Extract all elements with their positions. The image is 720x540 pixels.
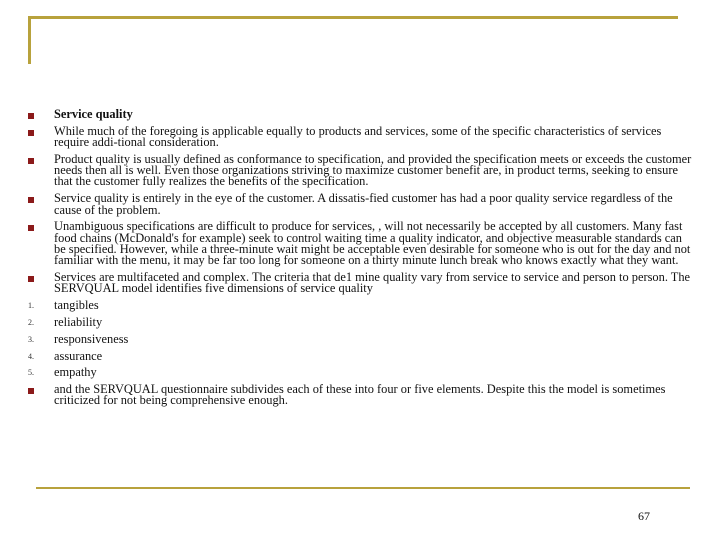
item-text: tangibles [54, 298, 99, 313]
square-bullet-icon [28, 197, 34, 203]
item-number: 5. [28, 368, 34, 378]
numbered-item [28, 331, 692, 346]
square-bullet-icon [28, 158, 34, 164]
frame-left-line [28, 16, 31, 64]
numbered-item [28, 367, 692, 378]
item-text: and the SERVQUAL questionnaire subdivides each of these into four or five elements. Despite this the model is sometimes criticized for not being comprehensive enough. [54, 382, 666, 408]
bullet-item [28, 221, 692, 266]
item-text: Services are multifaceted and complex. The criteria that de1 mine quality vary from service to service and person to person. The SERVQUAL model identifies five dimensions of service quality [54, 270, 691, 296]
item-text: Unambiguous specifications are difficult to produce for services, , will not necessarily be accepted by all customers. Many fast food chains (McDonald's for example) seek to control waiting time a quality indicator, and objective measurable standards can be specified. However, while a three-minute wait might be acceptable even desirable for someone who is out for the day and not familiar with the menu, it may be far too long for someone on a thirty minute lunch break who knows exactly what they want. [54, 219, 691, 268]
page-number: 67 [638, 509, 650, 523]
bullet-item [28, 151, 692, 189]
numbered-item [28, 348, 692, 363]
frame-top-line [28, 16, 678, 19]
bullet-item [28, 123, 692, 150]
item-text: While much of the foregoing is applicable equally to products and services, some of the specific characteristics of services require addi-tional consideration. [54, 123, 662, 150]
item-text: responsiveness [54, 331, 129, 346]
item-number: 1. [28, 301, 34, 311]
slide-body [28, 109, 692, 407]
bullet-item [28, 193, 692, 216]
item-text: Service quality is entirely in the eye of the customer. A dissatis-fied customer has had a poor quality service regardless of the cause of the problem. [54, 191, 673, 217]
bullet-item [28, 109, 692, 120]
square-bullet-icon [28, 276, 34, 282]
square-bullet-icon [28, 388, 34, 394]
bullet-item [28, 384, 692, 407]
square-bullet-icon [28, 130, 34, 136]
item-text: empathy [54, 365, 97, 380]
square-bullet-icon [28, 113, 34, 119]
item-number: 2. [28, 317, 34, 327]
frame-bottom-line [36, 487, 690, 489]
item-text: assurance [54, 348, 103, 363]
bullet-item [28, 272, 692, 295]
square-bullet-icon [28, 225, 34, 231]
item-number: 3. [28, 334, 34, 344]
item-text: Service quality [54, 107, 133, 121]
item-text: Product quality is usually defined as conformance to specification, and provided the specification meets or exceeds the customer needs then all is well. Even those organizations striving to maximize customer benefit are, in product terms, seeking to ensure that the customer fully realizes the benefits of the specification. [54, 151, 692, 189]
item-text: reliability [54, 314, 103, 329]
numbered-item [28, 300, 692, 311]
numbered-item [28, 314, 692, 329]
item-number: 4. [28, 351, 34, 361]
